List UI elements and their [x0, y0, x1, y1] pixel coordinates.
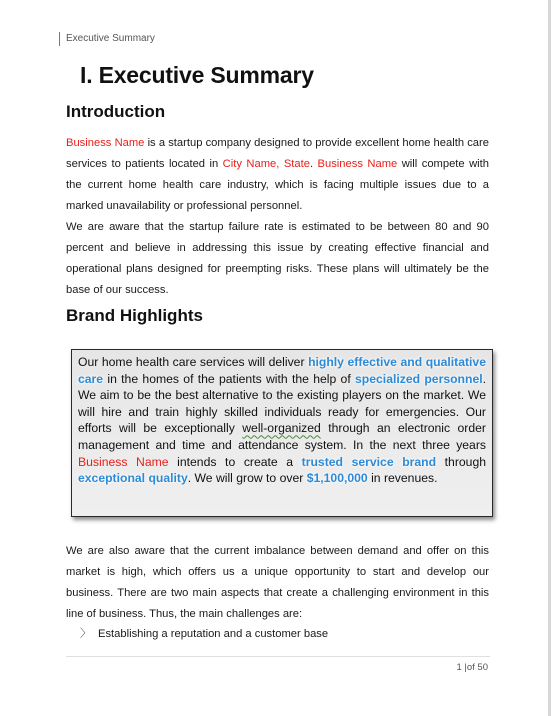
document-title: I. Executive Summary — [80, 62, 314, 88]
business-name-placeholder: Business Name — [66, 137, 145, 149]
introduction-body — [66, 133, 489, 301]
business-name-placeholder: Business Name — [317, 158, 398, 170]
challenge-list-item — [80, 625, 328, 643]
highlight-phrase: highly effective and qualitative care — [78, 355, 486, 386]
city-state-placeholder: City Name, State — [222, 158, 310, 170]
brand-highlights-heading: Brand Highlights — [66, 306, 203, 325]
page-number: 1 |of 50 — [456, 662, 488, 673]
business-name-placeholder: Business Name — [78, 454, 169, 469]
introduction-heading: Introduction — [66, 102, 166, 121]
highlight-phrase: trusted service brand — [301, 454, 437, 469]
introduction-paragraph-2: We are aware that the startup failure rate is estimated to be between 80 and 90 percent and believe in addressing this issue by creating effective financial and operational plans designed for preempting risks. These plans will ultimately be the base of our success. — [66, 221, 489, 296]
chevron-right-icon: 〉 — [80, 628, 92, 640]
market-paragraph: We are also aware that the current imbalance between demand and offer on this market is high, which offers us a unique opportunity to start and develop our business. There are two main aspects that create a challenging environment in this line of business. Thus, the main challenges are: — [66, 545, 489, 620]
introduction-paragraph-1: Business Name is a startup company designed to provide excellent home health care services to patients located in City Name, State. Business Name will compete with the current home health care industry, which is facing multiple issues due to a marked unavailability or professional personnel. — [66, 137, 489, 212]
highlight-phrase: specialized personnel — [355, 371, 483, 386]
highlight-phrase: exceptional quality — [78, 471, 188, 486]
running-header: Executive Summary — [59, 32, 155, 46]
spellcheck-squiggle-word: well-organized — [242, 421, 321, 436]
footer-divider — [66, 656, 490, 657]
revenue-figure: $1,100,000 — [306, 471, 368, 486]
brand-highlights-box: Our home health care services will deliver highly effective and qualitative care in the homes of the patients with the help of specialized personnel. We aim to be the best alternative to the existing players on the market. We will hire and train highly skilled individuals ready for emergencies. Our efforts will be exceptionally well-organized through an electronic order management and time and attendance system. In the next three years Business Name intends to create a trusted service brand through exceptional quality. We will grow to over $1,100,000 in revenues. — [71, 349, 493, 517]
challenge-text: Establishing a reputation and a customer base — [98, 628, 329, 640]
